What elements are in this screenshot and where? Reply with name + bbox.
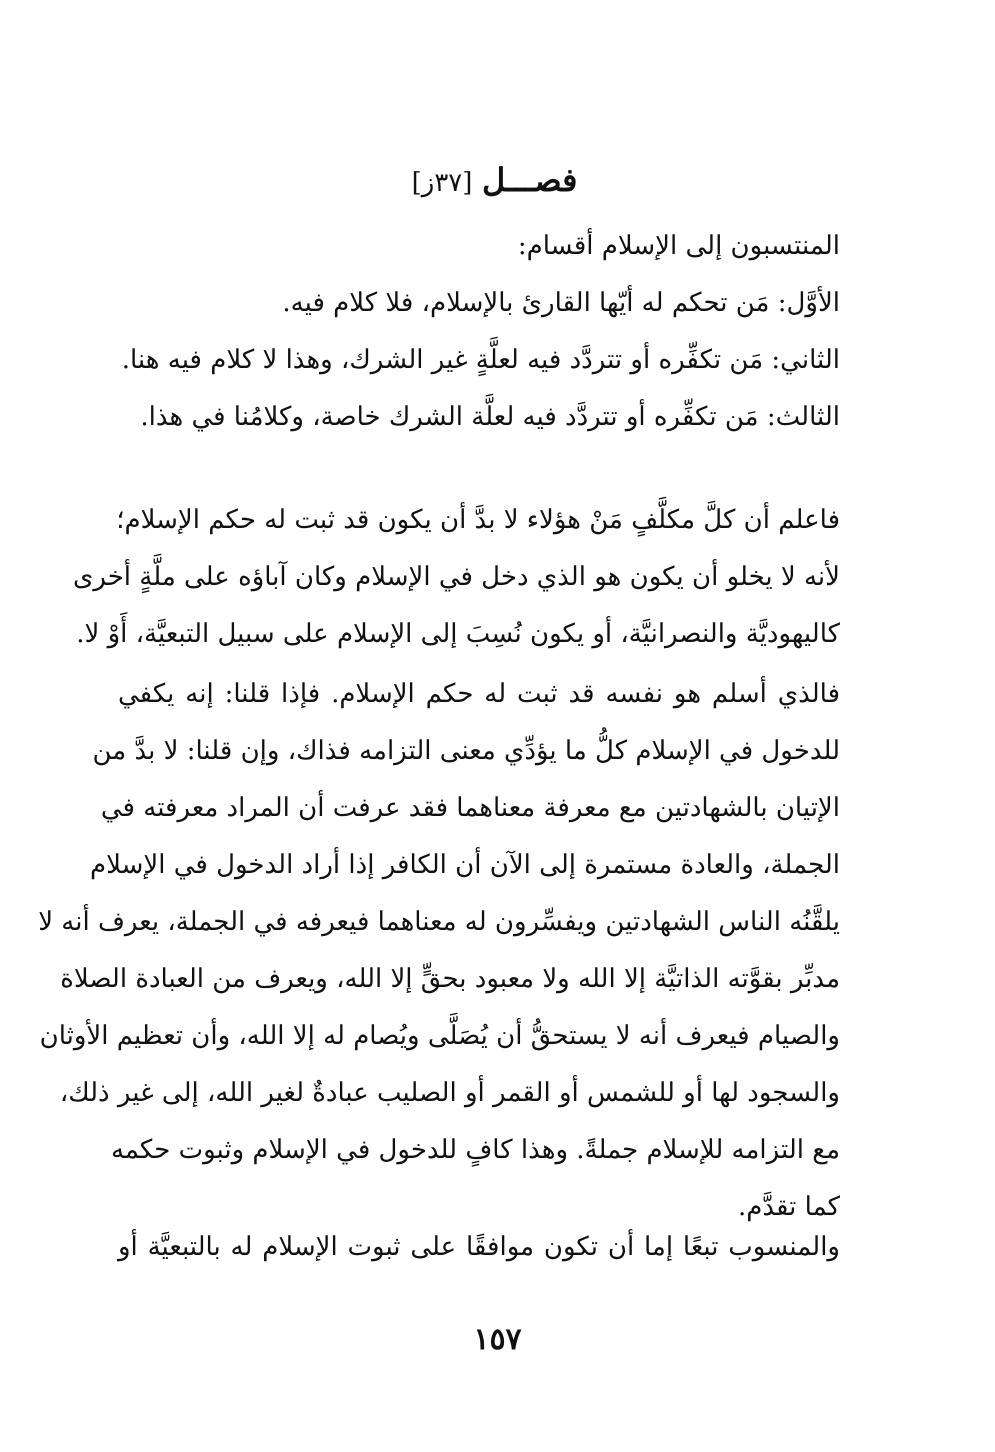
text-line: والسجود لها أو للشمس أو القمر أو الصليب عبادةٌ لغير الله، إلى غير ذلك، xyxy=(59,1078,840,1108)
text-line: فالذي أسلم هو نفسه قد ثبت له حكم الإسلام. فإذا قلنا: إنه يكفي xyxy=(118,679,840,709)
intro-line: الثالث: مَن تكفِّره أو تتردَّد فيه لعلَّة الشرك خاصة، وكلامُنا في هذا. xyxy=(140,402,840,432)
text-line: فاعلم أن كلَّ مكلَّفٍ مَنْ هؤلاء لا بدَّ أن يكون قد ثبت له حكم الإسلام؛ xyxy=(116,505,840,535)
section-title: فصـــل xyxy=(481,161,578,199)
intro-line: الثاني: مَن تكفِّره أو تتردَّد فيه لعلَّةٍ غير الشرك، وهذا لا كلام فيه هنا. xyxy=(121,345,840,375)
text-line: الجملة، والعادة مستمرة إلى الآن أن الكافر إذا أراد الدخول في الإسلام xyxy=(90,850,840,880)
intro-line: المنتسبون إلى الإسلام أقسام: xyxy=(517,231,840,261)
text-line: الإتيان بالشهادتين مع معرفة معناهما فقد عرفت أن المراد معرفته في xyxy=(100,793,840,823)
page-number: ١٥٧ xyxy=(473,1322,522,1357)
text-line: والمنسوب تبعًا إما أن تكون موافقًا على ثبوت الإسلام له بالتبعيَّة أو xyxy=(118,1232,840,1262)
section-heading xyxy=(0,160,995,203)
manuscript-folio-tag: [٣٧ز] xyxy=(411,168,473,198)
text-line: للدخول في الإسلام كلُّ ما يؤدِّي معنى التزامه فذاك، وإن قلنا: لا بدَّ من xyxy=(92,736,840,766)
intro-list xyxy=(118,218,840,446)
text-line: والصيام فيعرف أنه لا يستحقُّ أن يُصَلَّى ويُصام له إلا الله، وأن تعظيم الأوثان xyxy=(39,1021,840,1051)
text-line: مدبِّر بقوَّته الذاتيَّة إلا الله ولا معبود بحقٍّ إلا الله، ويعرف من العبادة الصلاة xyxy=(60,964,840,994)
paragraph-2 xyxy=(38,666,840,1236)
paragraph-3 xyxy=(118,1219,840,1276)
text-line: كاليهوديَّة والنصرانيَّة، أو يكون نُسِبَ إلى الإسلام على سبيل التبعيَّة، أَوْ لا. xyxy=(76,619,840,649)
paragraph-1 xyxy=(73,492,840,663)
text-line: كما تقدَّم. xyxy=(738,1192,840,1222)
intro-line: الأوَّل: مَن تحكم له أيّها القارئ بالإسلام، فلا كلام فيه. xyxy=(282,288,840,318)
text-line: مع التزامه للإسلام جملةً. وهذا كافٍ للدخول في الإسلام وثبوت حكمه xyxy=(110,1135,840,1165)
text-line: يلقَّنُه الناس الشهادتين ويفسِّرون له معناهما فيعرفه في الجملة، يعرف أنه لا xyxy=(38,907,840,937)
text-line: لأنه لا يخلو أن يكون هو الذي دخل في الإسلام وكان آباؤه على ملَّةٍ أخرى xyxy=(73,562,840,592)
